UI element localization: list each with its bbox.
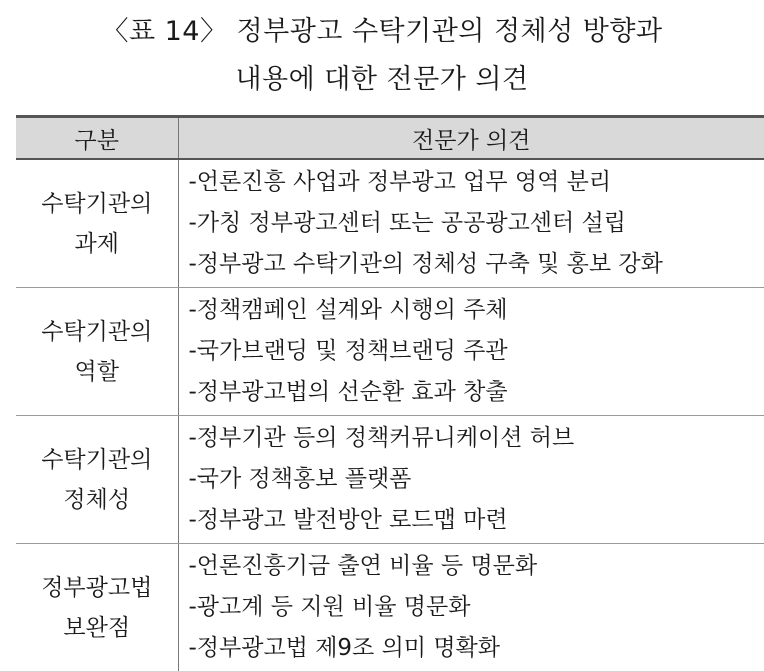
category-text: 정체성 (16, 480, 178, 520)
table-row (16, 416, 764, 544)
table-row (16, 544, 764, 671)
opinion-item: -정부광고법의 선순환 효과 창출 (189, 372, 764, 413)
opinion-item: -언론진흥기금 출연 비율 등 명문화 (189, 546, 764, 587)
opinion-item: -언론진흥 사업과 정부광고 업무 영역 분리 (189, 162, 764, 203)
opinion-item: -정부광고 발전방안 로드맵 마련 (189, 500, 764, 541)
category-text: 수탁기관의 (16, 184, 178, 224)
row-opinions-cell (178, 159, 764, 288)
expert-opinion-table (16, 115, 764, 671)
category-text: 정부광고법 (16, 568, 178, 608)
opinion-item: -광고계 등 지원 비율 명문화 (189, 587, 764, 628)
table-row (16, 288, 764, 416)
category-text: 보완점 (16, 608, 178, 648)
category-text: 역할 (16, 352, 178, 392)
row-opinions-cell (178, 544, 764, 671)
header-expert-opinion: 전문가 의견 (178, 117, 764, 160)
opinion-item: -국가브랜딩 및 정책브랜딩 주관 (189, 331, 764, 372)
row-category-cell (16, 416, 178, 544)
category-text: 수탁기관의 (16, 440, 178, 480)
opinion-item: -가칭 정부광고센터 또는 공공광고센터 설립 (189, 203, 764, 244)
table-caption-line-2: 내용에 대한 전문가 의견 (0, 60, 764, 100)
row-opinions-cell (178, 288, 764, 416)
opinion-item: -정책캠페인 설계와 시행의 주체 (189, 290, 764, 331)
row-category-cell (16, 544, 178, 671)
table-caption-line-1: 〈표 14〉 정부광고 수탁기관의 정체성 방향과 (0, 12, 764, 52)
category-text: 과제 (16, 224, 178, 264)
opinion-item: -국가 정책홍보 플랫폼 (189, 459, 764, 500)
table-row (16, 159, 764, 288)
opinion-item: -정부광고 수탁기관의 정체성 구축 및 홍보 강화 (189, 244, 764, 285)
opinion-item: -정부기관 등의 정책커뮤니케이션 허브 (189, 418, 764, 459)
row-category-cell (16, 288, 178, 416)
table-header-row (16, 117, 764, 160)
row-opinions-cell (178, 416, 764, 544)
row-category-cell (16, 159, 178, 288)
header-category: 구분 (16, 117, 178, 160)
category-text: 수탁기관의 (16, 312, 178, 352)
opinion-item: -정부광고법 제9조 의미 명확화 (189, 628, 764, 669)
